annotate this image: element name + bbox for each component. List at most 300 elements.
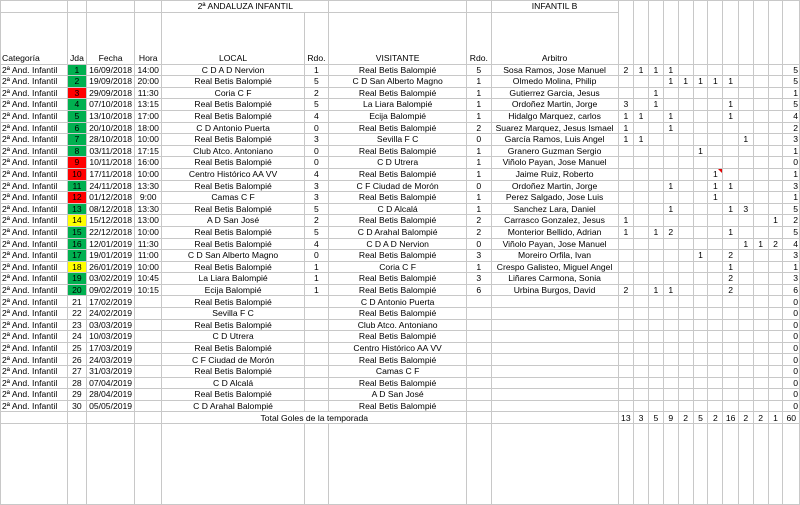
cell-goals[interactable] — [693, 110, 708, 122]
cell-goals[interactable] — [678, 261, 693, 273]
cell-local[interactable]: A D San José — [162, 215, 304, 227]
cell-goals[interactable] — [708, 319, 723, 331]
cell-arbitro[interactable]: Viñolo Payan, Jose Manuel — [491, 157, 618, 169]
cell-goals[interactable] — [753, 389, 768, 401]
cell-goals[interactable] — [678, 134, 693, 146]
cell-rdo-visitante[interactable]: 3 — [467, 250, 491, 262]
cell-rdo-visitante[interactable] — [467, 354, 491, 366]
empty-cell[interactable] — [467, 424, 491, 505]
cell-hora[interactable]: 13:30 — [134, 203, 162, 215]
cell-goals[interactable]: 1 — [723, 110, 739, 122]
cell-goals[interactable] — [693, 389, 708, 401]
cell-hora[interactable]: 16:00 — [134, 157, 162, 169]
empty-cell[interactable] — [1, 424, 68, 505]
cell-goals[interactable] — [768, 122, 783, 134]
cell-goals[interactable]: 1 — [723, 203, 739, 215]
cell-local[interactable]: Real Betis Balompié — [162, 110, 304, 122]
cell-fecha[interactable]: 17/11/2018 — [87, 168, 135, 180]
cell-arbitro[interactable]: Granero Guzman Sergio — [491, 145, 618, 157]
cell-goals[interactable] — [768, 134, 783, 146]
cell-goals[interactable] — [753, 296, 768, 308]
cell-visitante[interactable]: Club Atco. Antoniano — [329, 319, 467, 331]
cell-hora[interactable]: 10:00 — [134, 261, 162, 273]
cell-goals[interactable] — [618, 192, 634, 204]
cell-goals[interactable] — [753, 134, 768, 146]
cell-fecha[interactable]: 20/10/2018 — [87, 122, 135, 134]
cell-arbitro[interactable]: Urbina Burgos, David — [491, 284, 618, 296]
cell-rdo-visitante[interactable]: 2 — [467, 226, 491, 238]
cell-goals[interactable] — [678, 377, 693, 389]
cell-jda[interactable]: 25 — [67, 342, 87, 354]
cell-goals[interactable] — [618, 319, 634, 331]
player-footer-cell[interactable] — [618, 424, 634, 505]
cell-goals[interactable] — [753, 145, 768, 157]
total-goals[interactable]: 5 — [693, 412, 708, 424]
cell-goals[interactable] — [723, 192, 739, 204]
cell-goals[interactable] — [753, 76, 768, 88]
cell-goals[interactable] — [708, 354, 723, 366]
cell-arbitro[interactable]: García Ramos, Luis Angel — [491, 134, 618, 146]
cell-categoria[interactable]: 2ª And. Infantil — [1, 377, 68, 389]
cell-fecha[interactable]: 17/03/2019 — [87, 342, 135, 354]
cell-categoria[interactable]: 2ª And. Infantil — [1, 215, 68, 227]
cell-jda[interactable]: 5 — [67, 110, 87, 122]
cell-goals[interactable] — [693, 400, 708, 412]
cell-goals[interactable] — [768, 319, 783, 331]
cell-goals[interactable] — [618, 308, 634, 320]
cell-goals[interactable] — [768, 377, 783, 389]
cell-goals[interactable] — [723, 389, 739, 401]
cell-fecha[interactable]: 07/04/2019 — [87, 377, 135, 389]
cell-goals[interactable] — [634, 389, 649, 401]
cell-goals[interactable]: 1 — [693, 145, 708, 157]
cell-goals[interactable] — [738, 389, 753, 401]
cell-jda[interactable]: 27 — [67, 366, 87, 378]
cell-goals[interactable] — [693, 192, 708, 204]
cell-arbitro[interactable]: Ordoñez Martin, Jorge — [491, 180, 618, 192]
cell-total[interactable]: 5 — [783, 64, 800, 76]
cell-goals[interactable] — [678, 157, 693, 169]
cell-visitante[interactable]: Real Betis Balompié — [329, 64, 467, 76]
empty-cell[interactable] — [1, 412, 68, 424]
cell-goals[interactable] — [693, 308, 708, 320]
cell-rdo-visitante[interactable] — [467, 377, 491, 389]
cell-hora[interactable] — [134, 308, 162, 320]
cell-goals[interactable]: 2 — [618, 284, 634, 296]
cell-fecha[interactable]: 03/02/2019 — [87, 273, 135, 285]
cell-fecha[interactable]: 31/03/2019 — [87, 366, 135, 378]
cell-goals[interactable] — [693, 215, 708, 227]
cell-goals[interactable]: 1 — [618, 122, 634, 134]
cell-jda[interactable]: 18 — [67, 261, 87, 273]
cell-goals[interactable] — [648, 180, 663, 192]
cell-local[interactable]: Real Betis Balompié — [162, 76, 304, 88]
cell-rdo-visitante[interactable] — [467, 400, 491, 412]
cell-hora[interactable]: 18:00 — [134, 122, 162, 134]
cell-goals[interactable] — [708, 261, 723, 273]
cell-goals[interactable] — [768, 64, 783, 76]
cell-goals[interactable] — [678, 226, 693, 238]
cell-goals[interactable] — [693, 99, 708, 111]
cell-goals[interactable]: 2 — [723, 284, 739, 296]
cell-goals[interactable] — [678, 342, 693, 354]
cell-goals[interactable] — [663, 157, 678, 169]
cell-rdo-local[interactable]: 5 — [304, 226, 328, 238]
cell-fecha[interactable]: 05/05/2019 — [87, 400, 135, 412]
cell-hora[interactable]: 11:30 — [134, 87, 162, 99]
cell-goals[interactable] — [663, 354, 678, 366]
cell-goals[interactable] — [634, 400, 649, 412]
cell-rdo-visitante[interactable] — [467, 319, 491, 331]
cell-goals[interactable] — [738, 284, 753, 296]
cell-goals[interactable] — [768, 192, 783, 204]
cell-goals[interactable] — [618, 180, 634, 192]
cell-goals[interactable] — [768, 180, 783, 192]
cell-goals[interactable] — [753, 284, 768, 296]
cell-fecha[interactable]: 10/03/2019 — [87, 331, 135, 343]
cell-goals[interactable] — [708, 134, 723, 146]
cell-goals[interactable] — [768, 342, 783, 354]
cell-goals[interactable] — [708, 342, 723, 354]
cell-goals[interactable] — [648, 308, 663, 320]
cell-goals[interactable] — [708, 331, 723, 343]
cell-goals[interactable] — [768, 354, 783, 366]
cell-goals[interactable] — [708, 250, 723, 262]
cell-total[interactable]: 4 — [783, 110, 800, 122]
cell-visitante[interactable]: Real Betis Balompié — [329, 122, 467, 134]
cell-local[interactable]: Real Betis Balompié — [162, 226, 304, 238]
cell-goals[interactable] — [648, 331, 663, 343]
cell-goals[interactable] — [663, 342, 678, 354]
cell-visitante[interactable]: La Liara Balompié — [329, 99, 467, 111]
cell-goals[interactable] — [708, 203, 723, 215]
cell-goals[interactable] — [753, 273, 768, 285]
cell-local[interactable]: Real Betis Balompié — [162, 319, 304, 331]
player-footer-cell[interactable] — [768, 424, 783, 505]
cell-goals[interactable]: 1 — [663, 284, 678, 296]
cell-local[interactable]: Ecija Balompié — [162, 284, 304, 296]
player-footer-cell[interactable] — [753, 424, 768, 505]
cell-fecha[interactable]: 16/09/2018 — [87, 64, 135, 76]
cell-goals[interactable] — [648, 238, 663, 250]
cell-goals[interactable] — [708, 99, 723, 111]
cell-goals[interactable] — [634, 76, 649, 88]
cell-goals[interactable]: 1 — [618, 215, 634, 227]
total-goals[interactable]: 60 — [783, 412, 800, 424]
cell-local[interactable]: Real Betis Balompié — [162, 261, 304, 273]
cell-local[interactable]: La Liara Balompié — [162, 273, 304, 285]
cell-goals[interactable] — [738, 296, 753, 308]
cell-goals[interactable] — [634, 226, 649, 238]
cell-goals[interactable]: 1 — [648, 64, 663, 76]
cell-visitante[interactable]: C D Arahal Balompié — [329, 226, 467, 238]
cell-goals[interactable] — [753, 168, 768, 180]
cell-visitante[interactable]: Real Betis Balompié — [329, 273, 467, 285]
cell-local[interactable]: Real Betis Balompié — [162, 238, 304, 250]
cell-goals[interactable] — [738, 342, 753, 354]
cell-jda[interactable]: 29 — [67, 389, 87, 401]
cell-goals[interactable] — [708, 226, 723, 238]
cell-local[interactable]: Real Betis Balompié — [162, 99, 304, 111]
cell-hora[interactable]: 10:00 — [134, 226, 162, 238]
cell-jda[interactable]: 17 — [67, 250, 87, 262]
cell-rdo-local[interactable]: 2 — [304, 215, 328, 227]
cell-goals[interactable] — [663, 134, 678, 146]
cell-categoria[interactable]: 2ª And. Infantil — [1, 99, 68, 111]
cell-goals[interactable] — [738, 157, 753, 169]
cell-goals[interactable] — [663, 87, 678, 99]
cell-goals[interactable] — [634, 168, 649, 180]
cell-goals[interactable] — [708, 366, 723, 378]
cell-rdo-visitante[interactable]: 1 — [467, 157, 491, 169]
cell-goals[interactable] — [648, 366, 663, 378]
cell-goals[interactable] — [634, 273, 649, 285]
cell-goals[interactable] — [678, 238, 693, 250]
cell-goals[interactable]: 2 — [723, 250, 739, 262]
cell-arbitro[interactable] — [491, 377, 618, 389]
cell-goals[interactable] — [753, 192, 768, 204]
cell-goals[interactable] — [768, 366, 783, 378]
cell-hora[interactable]: 13:00 — [134, 215, 162, 227]
cell-goals[interactable] — [678, 319, 693, 331]
player-footer-cell[interactable] — [693, 424, 708, 505]
total-goals[interactable]: 2 — [753, 412, 768, 424]
cell-goals[interactable] — [618, 331, 634, 343]
cell-goals[interactable]: 1 — [723, 99, 739, 111]
cell-goals[interactable] — [618, 157, 634, 169]
empty-cell[interactable] — [134, 412, 162, 424]
cell-categoria[interactable]: 2ª And. Infantil — [1, 296, 68, 308]
cell-goals[interactable] — [693, 226, 708, 238]
cell-goals[interactable] — [693, 168, 708, 180]
cell-goals[interactable]: 1 — [634, 134, 649, 146]
cell-goals[interactable] — [634, 203, 649, 215]
cell-visitante[interactable]: C D San Alberto Magno — [329, 76, 467, 88]
cell-jda[interactable]: 7 — [67, 134, 87, 146]
cell-rdo-local[interactable]: 0 — [304, 157, 328, 169]
cell-goals[interactable] — [693, 64, 708, 76]
cell-goals[interactable] — [723, 238, 739, 250]
cell-total[interactable]: 3 — [783, 134, 800, 146]
cell-categoria[interactable]: 2ª And. Infantil — [1, 389, 68, 401]
cell-goals[interactable] — [738, 168, 753, 180]
cell-total[interactable]: 1 — [783, 168, 800, 180]
cell-hora[interactable] — [134, 342, 162, 354]
header-arbitro[interactable]: Arbitro — [491, 12, 618, 64]
cell-goals[interactable] — [768, 284, 783, 296]
cell-rdo-visitante[interactable] — [467, 331, 491, 343]
cell-rdo-visitante[interactable]: 1 — [467, 110, 491, 122]
cell-goals[interactable] — [678, 273, 693, 285]
cell-goals[interactable] — [663, 377, 678, 389]
cell-goals[interactable] — [768, 273, 783, 285]
cell-local[interactable]: C D San Alberto Magno — [162, 250, 304, 262]
cell-goals[interactable] — [634, 180, 649, 192]
cell-arbitro[interactable] — [491, 400, 618, 412]
cell-goals[interactable] — [738, 250, 753, 262]
cell-goals[interactable] — [678, 122, 693, 134]
player-footer-cell[interactable] — [708, 424, 723, 505]
cell-goals[interactable] — [648, 134, 663, 146]
cell-goals[interactable]: 1 — [693, 250, 708, 262]
player-footer-cell[interactable] — [634, 424, 649, 505]
cell-goals[interactable] — [634, 366, 649, 378]
cell-categoria[interactable]: 2ª And. Infantil — [1, 250, 68, 262]
cell-goals[interactable]: 1 — [768, 215, 783, 227]
player-footer-cell[interactable] — [648, 424, 663, 505]
cell-goals[interactable] — [723, 342, 739, 354]
cell-goals[interactable] — [708, 377, 723, 389]
cell-goals[interactable] — [693, 319, 708, 331]
cell-goals[interactable] — [618, 203, 634, 215]
team-title[interactable]: INFANTIL B — [491, 1, 618, 13]
cell-goals[interactable] — [663, 238, 678, 250]
cell-hora[interactable] — [134, 366, 162, 378]
cell-visitante[interactable]: Centro Histórico AA VV — [329, 342, 467, 354]
cell-goals[interactable] — [753, 377, 768, 389]
cell-goals[interactable] — [723, 400, 739, 412]
cell-jda[interactable]: 3 — [67, 87, 87, 99]
cell-goals[interactable] — [708, 238, 723, 250]
cell-goals[interactable] — [708, 157, 723, 169]
cell-goals[interactable] — [768, 250, 783, 262]
cell-rdo-local[interactable]: 1 — [304, 284, 328, 296]
cell-local[interactable]: Real Betis Balompié — [162, 342, 304, 354]
cell-local[interactable]: Real Betis Balompié — [162, 180, 304, 192]
cell-goals[interactable] — [753, 122, 768, 134]
cell-rdo-local[interactable] — [304, 342, 328, 354]
cell-rdo-local[interactable]: 3 — [304, 134, 328, 146]
cell-arbitro[interactable]: Sosa Ramos, Jose Manuel — [491, 64, 618, 76]
cell-goals[interactable] — [634, 238, 649, 250]
cell-categoria[interactable]: 2ª And. Infantil — [1, 400, 68, 412]
cell-visitante[interactable]: Real Betis Balompié — [329, 87, 467, 99]
cell-goals[interactable] — [648, 168, 663, 180]
cell-rdo-visitante[interactable] — [467, 342, 491, 354]
cell-goals[interactable]: 1 — [648, 284, 663, 296]
cell-goals[interactable] — [768, 76, 783, 88]
cell-categoria[interactable]: 2ª And. Infantil — [1, 366, 68, 378]
cell-fecha[interactable]: 03/03/2019 — [87, 319, 135, 331]
total-goals[interactable]: 3 — [634, 412, 649, 424]
cell-goals[interactable] — [723, 168, 739, 180]
cell-rdo-local[interactable] — [304, 354, 328, 366]
cell-goals[interactable]: 1 — [648, 226, 663, 238]
cell-goals[interactable] — [618, 168, 634, 180]
cell-goals[interactable] — [648, 203, 663, 215]
cell-categoria[interactable]: 2ª And. Infantil — [1, 238, 68, 250]
cell-fecha[interactable]: 28/04/2019 — [87, 389, 135, 401]
cell-goals[interactable] — [648, 273, 663, 285]
cell-total[interactable]: 0 — [783, 366, 800, 378]
header-fecha[interactable]: Fecha — [87, 12, 135, 64]
cell-total[interactable]: 3 — [783, 250, 800, 262]
cell-rdo-local[interactable]: 0 — [304, 122, 328, 134]
cell-goals[interactable] — [753, 110, 768, 122]
cell-goals[interactable]: 1 — [634, 64, 649, 76]
cell-arbitro[interactable] — [491, 342, 618, 354]
cell-goals[interactable] — [663, 296, 678, 308]
cell-fecha[interactable]: 10/11/2018 — [87, 157, 135, 169]
cell-goals[interactable] — [648, 110, 663, 122]
cell-fecha[interactable]: 17/02/2019 — [87, 296, 135, 308]
cell-goals[interactable] — [634, 250, 649, 262]
cell-goals[interactable] — [738, 76, 753, 88]
cell-local[interactable]: Real Betis Balompié — [162, 389, 304, 401]
total-goals[interactable]: 1 — [768, 412, 783, 424]
cell-goals[interactable] — [738, 319, 753, 331]
cell-jda[interactable]: 26 — [67, 354, 87, 366]
cell-goals[interactable]: 1 — [648, 99, 663, 111]
cell-goals[interactable] — [768, 168, 783, 180]
cell-goals[interactable] — [753, 87, 768, 99]
cell-goals[interactable] — [738, 226, 753, 238]
cell-local[interactable]: Centro Histórico AA VV — [162, 168, 304, 180]
cell-goals[interactable] — [663, 192, 678, 204]
cell-goals[interactable] — [768, 226, 783, 238]
cell-goals[interactable]: 1 — [634, 110, 649, 122]
cell-goals[interactable] — [723, 64, 739, 76]
player-footer-cell[interactable] — [663, 424, 678, 505]
cell-rdo-local[interactable]: 5 — [304, 99, 328, 111]
cell-goals[interactable]: 1 — [663, 122, 678, 134]
cell-visitante[interactable]: Real Betis Balompié — [329, 168, 467, 180]
cell-goals[interactable] — [693, 331, 708, 343]
cell-goals[interactable] — [648, 76, 663, 88]
cell-rdo-local[interactable] — [304, 319, 328, 331]
cell-visitante[interactable]: C D Alcalá — [329, 203, 467, 215]
cell-local[interactable]: Coria C F — [162, 87, 304, 99]
cell-fecha[interactable]: 28/10/2018 — [87, 134, 135, 146]
cell-categoria[interactable]: 2ª And. Infantil — [1, 226, 68, 238]
cell-hora[interactable]: 10:00 — [134, 134, 162, 146]
cell-hora[interactable]: 14:00 — [134, 64, 162, 76]
cell-goals[interactable] — [648, 261, 663, 273]
cell-goals[interactable] — [723, 87, 739, 99]
player-footer-cell[interactable] — [678, 424, 693, 505]
empty-cell[interactable] — [134, 424, 162, 505]
cell-goals[interactable] — [678, 87, 693, 99]
cell-local[interactable]: Club Atco. Antoniano — [162, 145, 304, 157]
cell-goals[interactable] — [753, 400, 768, 412]
cell-goals[interactable] — [678, 354, 693, 366]
cell-goals[interactable] — [768, 400, 783, 412]
cell-hora[interactable] — [134, 319, 162, 331]
cell-goals[interactable] — [678, 64, 693, 76]
cell-rdo-local[interactable] — [304, 400, 328, 412]
cell-visitante[interactable]: Ecija Balompié — [329, 110, 467, 122]
cell-goals[interactable] — [648, 389, 663, 401]
cell-goals[interactable] — [708, 284, 723, 296]
cell-goals[interactable] — [708, 215, 723, 227]
cell-arbitro[interactable] — [491, 319, 618, 331]
cell-goals[interactable]: 1 — [618, 134, 634, 146]
cell-goals[interactable] — [768, 261, 783, 273]
cell-rdo-visitante[interactable] — [467, 296, 491, 308]
cell-local[interactable]: Real Betis Balompié — [162, 157, 304, 169]
cell-goals[interactable] — [768, 157, 783, 169]
cell-goals[interactable] — [648, 296, 663, 308]
cell-jda[interactable]: 21 — [67, 296, 87, 308]
cell-goals[interactable] — [663, 308, 678, 320]
cell-goals[interactable] — [693, 354, 708, 366]
cell-local[interactable]: Camas C F — [162, 192, 304, 204]
cell-goals[interactable]: 3 — [618, 99, 634, 111]
cell-jda[interactable]: 14 — [67, 215, 87, 227]
cell-categoria[interactable]: 2ª And. Infantil — [1, 87, 68, 99]
cell-rdo-local[interactable] — [304, 296, 328, 308]
cell-goals[interactable] — [648, 342, 663, 354]
